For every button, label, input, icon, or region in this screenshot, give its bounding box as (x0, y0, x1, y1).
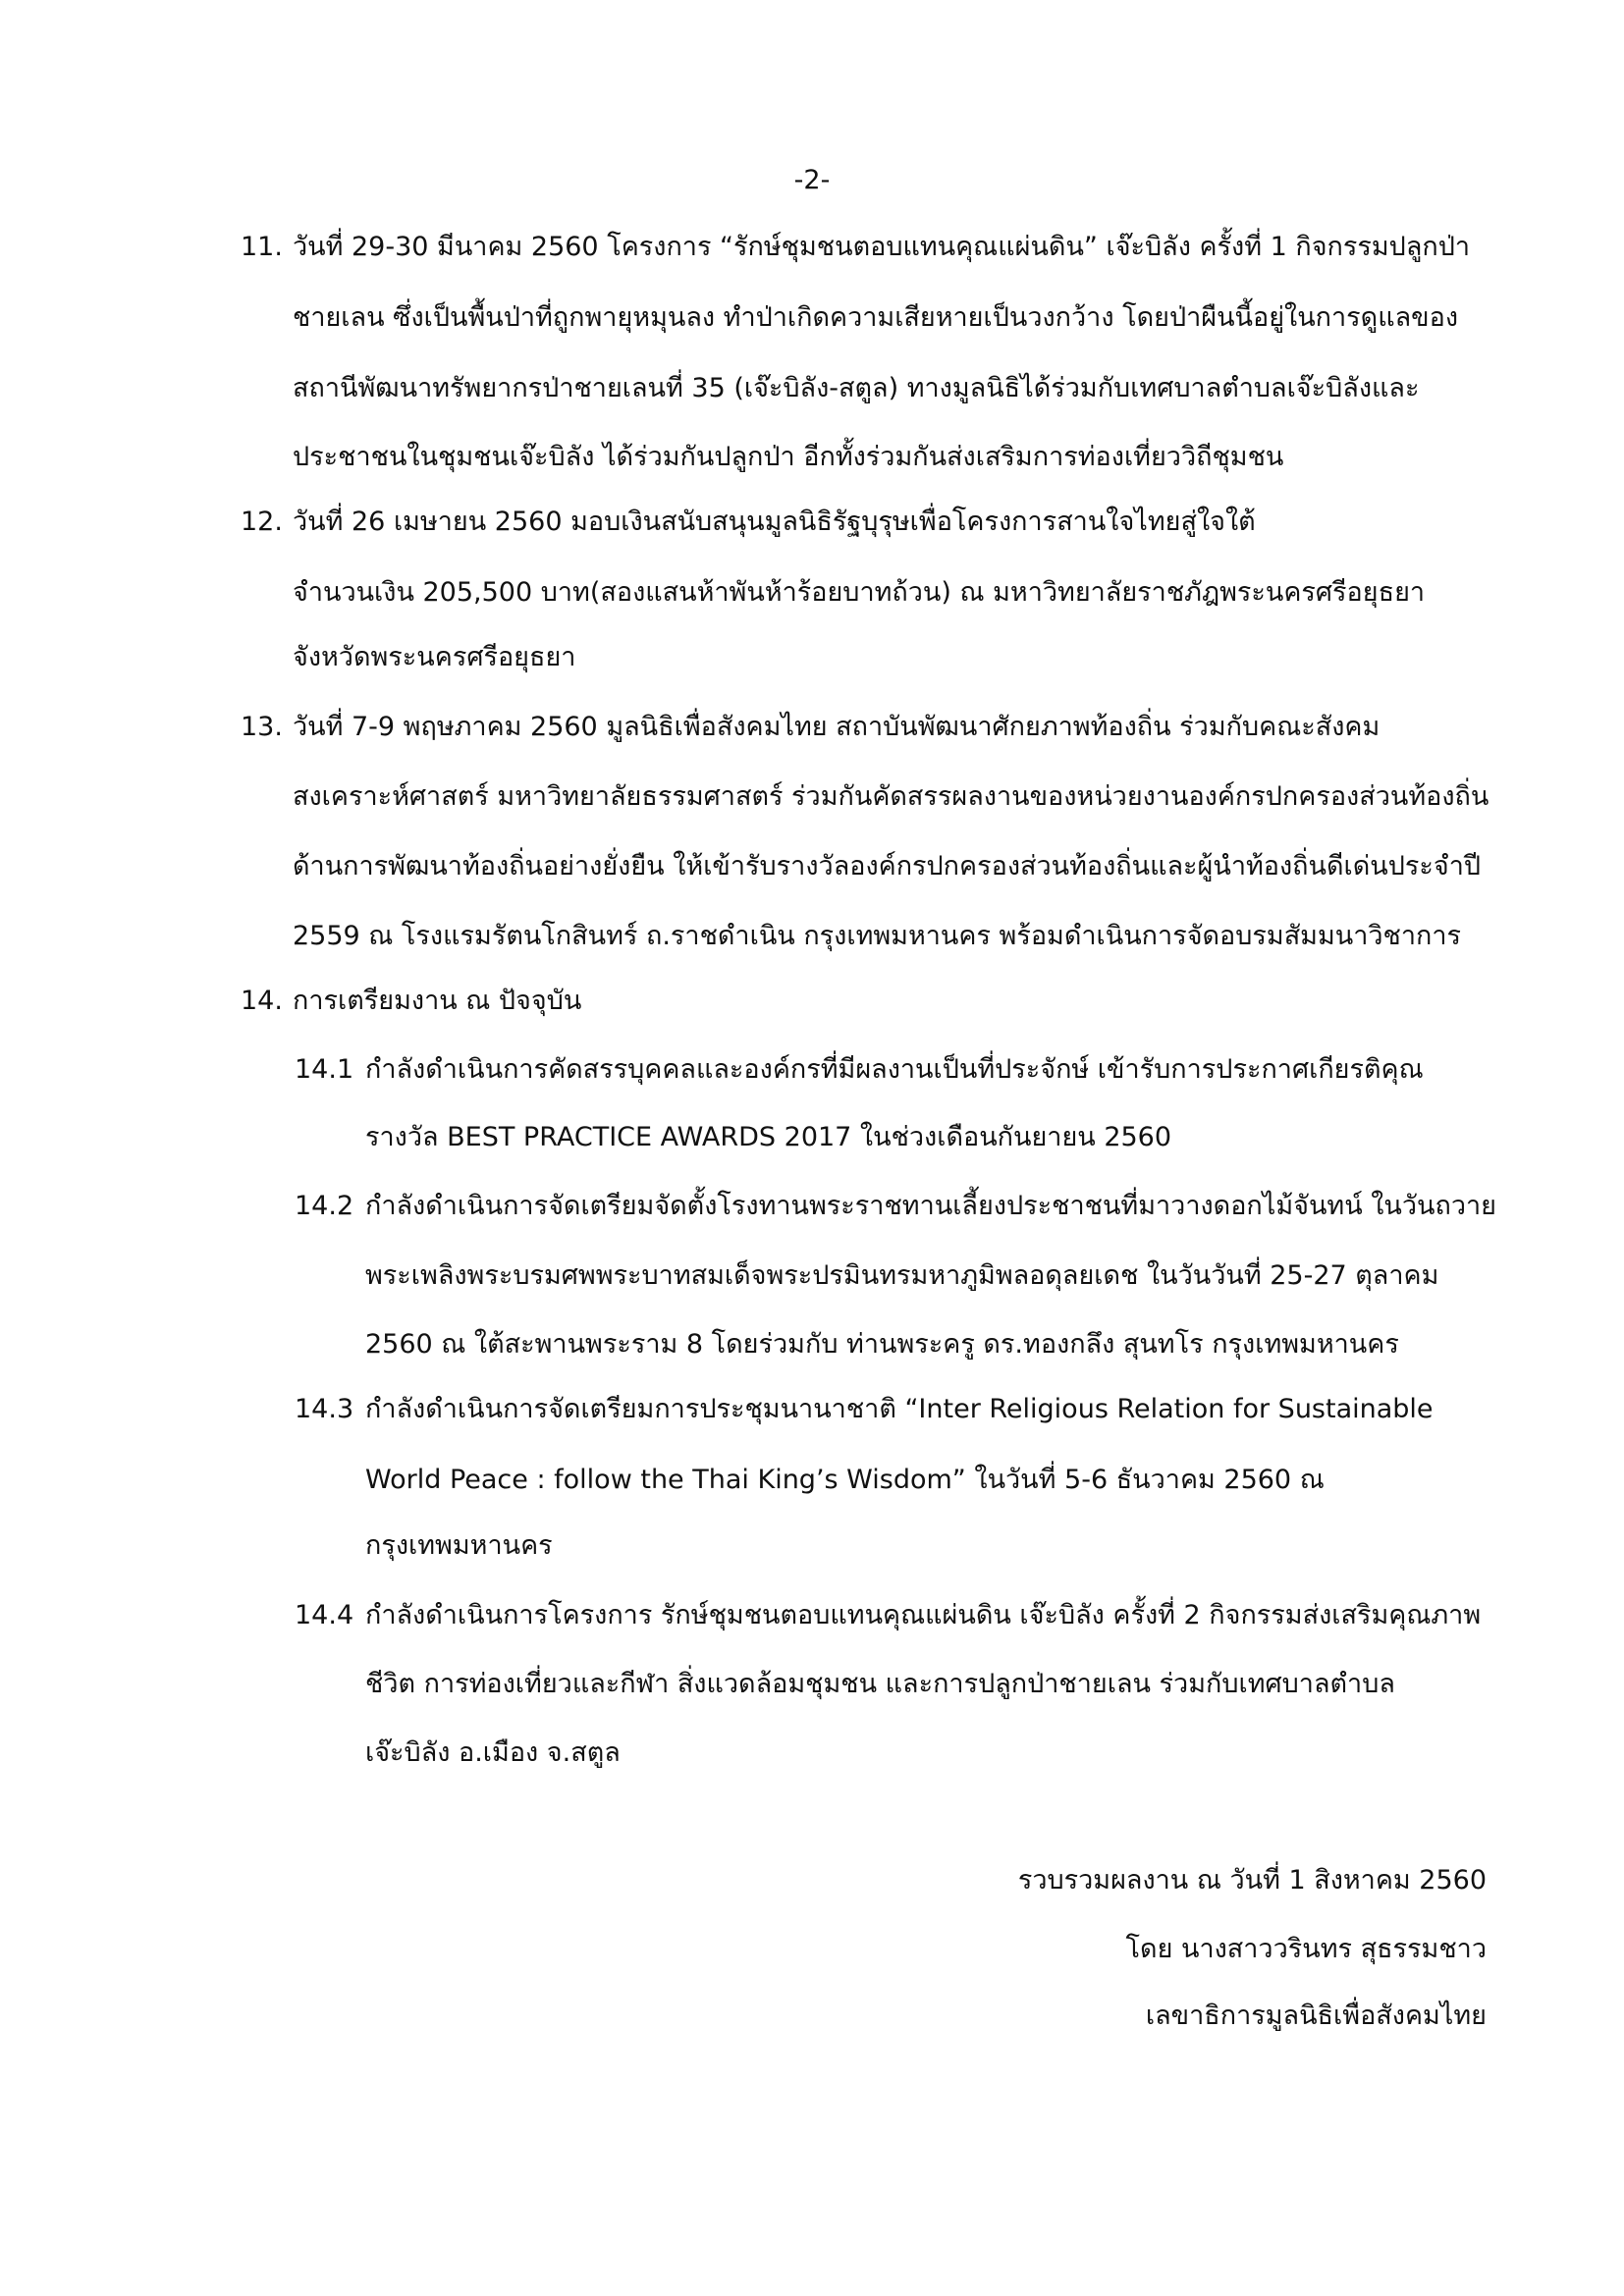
item-11-line-3: สถานีพัฒนาทรัพยากรป่าชายเลนที่ 35 (เจ๊ะบิลัง-สตูล) ทางมูลนิธิได้ร่วมกับเทศบาลตำบลเจ๊ะบิลังและ (293, 373, 1420, 403)
item-13-line-4: 2559 ณ โรงแรมรัตนโกสินทร์ ถ.ราชดำเนิน กรุงเทพมหานคร พร้อมดำเนินการจัดอบรมสัมมนาวิชาการ (293, 921, 1462, 951)
item-12-number: 12. (241, 507, 283, 537)
subitem-14-1-number: 14.1 (295, 1054, 354, 1085)
subitem-14-4-line-3: เจ๊ะบิลัง อ.เมือง จ.สตูล (365, 1737, 621, 1768)
subitem-14-2-line-2: พระเพลิงพระบรมศพพระบาทสมเด็จพระปรมินทรมหาภูมิพลอดุลยเดช ในวันวันที่ 25-27 ตุลาคม (365, 1260, 1439, 1291)
item-11-line-1: วันที่ 29-30 มีนาคม 2560 โครงการ “รักษ์ชุมชนตอบแทนคุณแผ่นดิน” เจ๊ะบิลัง ครั้งที่ 1 กิจกรรมปลูกป่า (293, 232, 1471, 262)
item-14-number: 14. (241, 986, 283, 1016)
item-13-number: 13. (241, 712, 283, 742)
item-13-line-1: วันที่ 7-9 พฤษภาคม 2560 มูลนิธิเพื่อสังคมไทย สถาบันพัฒนาศักยภาพท้องถิ่น ร่วมกับคณะสังคม (293, 712, 1380, 742)
item-12-line-2: จำนวนเงิน 205,500 บาท(สองแสนห้าพันห้าร้อยบาทถ้วน) ณ มหาวิทยาลัยราชภัฎพระนครศรีอยุธยา (293, 577, 1426, 608)
subitem-14-4-line-2: ชีวิต การท่องเที่ยวและกีฬา สิ่งแวดล้อมชุมชน และการปลูกป่าชายเลน ร่วมกับเทศบาลตำบล (365, 1669, 1395, 1699)
subitem-14-1-line-1: กำลังดำเนินการคัดสรรบุคคลและองค์กรที่มีผลงานเป็นที่ประจักษ์ เข้ารับการประกาศเกียรติคุณ (365, 1054, 1424, 1085)
compiled-by: โดย นางสาววรินทร สุธรรมชาว (1125, 1934, 1487, 1964)
compiled-date: รวบรวมผลงาน ณ วันที่ 1 สิงหาคม 2560 (1017, 1865, 1487, 1896)
subitem-14-3-number: 14.3 (295, 1394, 354, 1424)
subitem-14-2-line-3: 2560 ณ ใต้สะพานพระราม 8 โดยร่วมกับ ท่านพระครู ดร.ทองกลึง สุนทโร กรุงเทพมหานคร (365, 1329, 1399, 1360)
subitem-14-4-line-1: กำลังดำเนินการโครงการ รักษ์ชุมชนตอบแทนคุณแผ่นดิน เจ๊ะบิลัง ครั้งที่ 2 กิจกรรมส่งเสริมคุณภาพ (365, 1600, 1482, 1630)
item-13-line-2: สงเคราะห์ศาสตร์ มหาวิทยาลัยธรรมศาสตร์ ร่วมกันคัดสรรผลงานของหน่วยงานองค์กรปกครองส่วนท้องถิ่น (293, 781, 1489, 812)
subitem-14-3-line-2: World Peace : follow the Thai King’s Wisdom” ในวันที่ 5-6 ธันวาคม 2560 ณ (365, 1465, 1325, 1495)
signatory-title: เลขาธิการมูลนิธิเพื่อสังคมไทย (1145, 2001, 1487, 2031)
item-14-line-1: การเตรียมงาน ณ ปัจจุบัน (293, 986, 582, 1016)
item-11-line-2: ชายเลน ซึ่งเป็นพื้นป่าที่ถูกพายุหมุนลง ทำป่าเกิดความเสียหายเป็นวงกว้าง โดยป่าผืนนี้อยู่ในการดูแลของ (293, 302, 1459, 333)
subitem-14-1-line-2: รางวัล BEST PRACTICE AWARDS 2017 ในช่วงเดือนกันยายน 2560 (365, 1122, 1172, 1152)
subitem-14-2-line-1: กำลังดำเนินการจัดเตรียมจัดตั้งโรงทานพระราชทานเลี้ยงประชาชนที่มาวางดอกไม้จันทน์ ในวันถวาย (365, 1191, 1496, 1221)
item-13-line-3: ด้านการพัฒนาท้องถิ่นอย่างยั่งยืน ให้เข้ารับรางวัลองค์กรปกครองส่วนท้องถิ่นและผู้นำท้องถิ่นดีเด่นประจำปี (293, 851, 1482, 881)
subitem-14-3-line-3: กรุงเทพมหานคร (365, 1530, 553, 1561)
item-11-number: 11. (241, 232, 283, 262)
item-11-line-4: ประชาชนในชุมชนเจ๊ะบิลัง ได้ร่วมกันปลูกป่า อีกทั้งร่วมกันส่งเสริมการท่องเที่ยววิถีชุมชน (293, 442, 1284, 472)
page-number: -2- (793, 165, 831, 195)
item-12-line-3: จังหวัดพระนครศรีอยุธยา (293, 642, 576, 672)
item-12-line-1: วันที่ 26 เมษายน 2560 มอบเงินสนับสนุนมูลนิธิรัฐบุรุษเพื่อโครงการสานใจไทยสู่ใจใต้ (293, 507, 1256, 537)
subitem-14-2-number: 14.2 (295, 1191, 354, 1221)
subitem-14-4-number: 14.4 (295, 1600, 354, 1630)
subitem-14-3-line-1: กำลังดำเนินการจัดเตรียมการประชุมนานาชาติ “Inter Religious Relation for Sustainable (365, 1394, 1434, 1424)
